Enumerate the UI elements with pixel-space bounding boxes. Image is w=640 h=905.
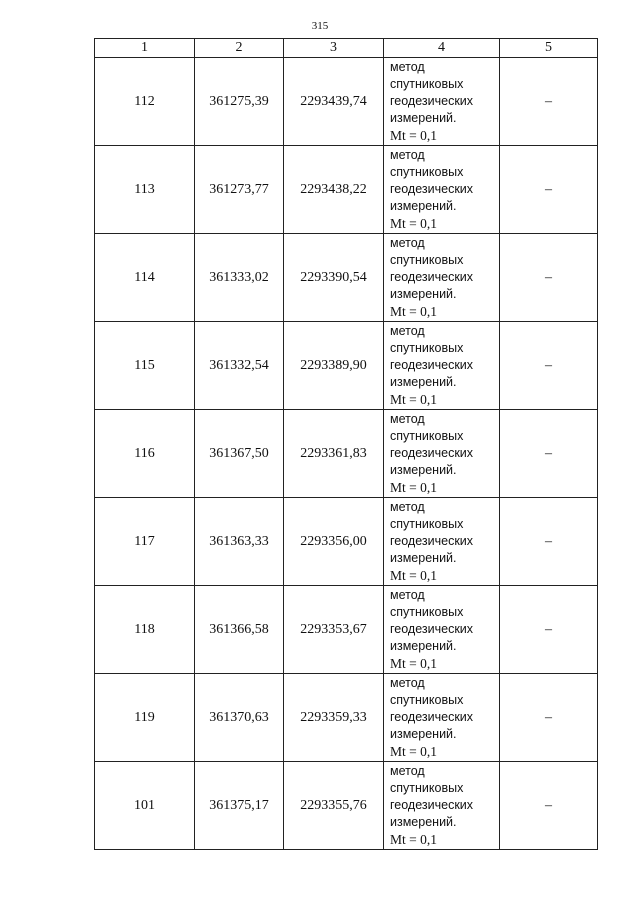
method-line: метод: [390, 60, 425, 74]
point-number: 101: [95, 762, 195, 850]
table-header-row: [95, 39, 598, 58]
method-line: измерений.: [390, 111, 457, 125]
method-line: спутниковых: [390, 517, 464, 531]
method-cell: [384, 410, 500, 498]
accuracy-value: Mt = 0,1: [390, 304, 437, 319]
note-cell: –: [500, 322, 598, 410]
accuracy-value: Mt = 0,1: [390, 568, 437, 583]
point-number: 116: [95, 410, 195, 498]
point-number: 119: [95, 674, 195, 762]
note-cell: –: [500, 586, 598, 674]
coordinate-x: 361273,77: [195, 146, 284, 234]
method-line: измерений.: [390, 551, 457, 565]
method-line: спутниковых: [390, 693, 464, 707]
method-line: метод: [390, 676, 425, 690]
accuracy-value: Mt = 0,1: [390, 480, 437, 495]
method-line: геодезических: [390, 622, 474, 636]
point-number: 117: [95, 498, 195, 586]
method-line: метод: [390, 236, 425, 250]
method-cell: [384, 674, 500, 762]
coordinate-y: 2293439,74: [284, 58, 384, 146]
method-cell: [384, 762, 500, 850]
method-cell: [384, 586, 500, 674]
table-row: [95, 762, 598, 850]
method-cell: [384, 234, 500, 322]
table-row: [95, 498, 598, 586]
method-line: геодезических: [390, 358, 474, 372]
method-line: метод: [390, 148, 425, 162]
method-line: измерений.: [390, 463, 457, 477]
table-row: [95, 322, 598, 410]
table-row: [95, 146, 598, 234]
method-line: измерений.: [390, 199, 457, 213]
coordinate-y: 2293361,83: [284, 410, 384, 498]
table-row: [95, 410, 598, 498]
page-number: 315: [311, 20, 329, 32]
point-number: 115: [95, 322, 195, 410]
coordinate-x: 361332,54: [195, 322, 284, 410]
note-cell: –: [500, 498, 598, 586]
coordinate-y: 2293390,54: [284, 234, 384, 322]
method-cell: [384, 146, 500, 234]
method-line: измерений.: [390, 727, 457, 741]
point-number: 114: [95, 234, 195, 322]
note-cell: –: [500, 146, 598, 234]
method-line: измерений.: [390, 287, 457, 301]
method-line: метод: [390, 324, 425, 338]
method-line: спутниковых: [390, 77, 464, 91]
note-cell: –: [500, 674, 598, 762]
column-header-1: 1: [95, 39, 195, 58]
table-row: [95, 586, 598, 674]
method-line: спутниковых: [390, 605, 464, 619]
accuracy-value: Mt = 0,1: [390, 832, 437, 847]
method-line: метод: [390, 500, 425, 514]
coordinate-x: 361370,63: [195, 674, 284, 762]
method-line: спутниковых: [390, 165, 464, 179]
method-line: геодезических: [390, 446, 474, 460]
method-line: измерений.: [390, 815, 457, 829]
coordinate-y: 2293355,76: [284, 762, 384, 850]
coordinate-y: 2293359,33: [284, 674, 384, 762]
table-row: [95, 234, 598, 322]
coordinates-table: [94, 38, 598, 850]
note-cell: –: [500, 58, 598, 146]
column-header-4: 4: [384, 39, 500, 58]
table-row: [95, 58, 598, 146]
method-line: метод: [390, 588, 425, 602]
method-line: измерений.: [390, 375, 457, 389]
method-cell: [384, 322, 500, 410]
method-line: метод: [390, 764, 425, 778]
method-cell: [384, 498, 500, 586]
column-header-5: 5: [500, 39, 598, 58]
coordinate-y: 2293356,00: [284, 498, 384, 586]
method-line: спутниковых: [390, 429, 464, 443]
coordinate-x: 361363,33: [195, 498, 284, 586]
method-line: геодезических: [390, 798, 474, 812]
point-number: 112: [95, 58, 195, 146]
coordinate-x: 361275,39: [195, 58, 284, 146]
point-number: 118: [95, 586, 195, 674]
coordinate-x: 361367,50: [195, 410, 284, 498]
method-line: спутниковых: [390, 341, 464, 355]
method-line: геодезических: [390, 534, 474, 548]
method-line: спутниковых: [390, 781, 464, 795]
accuracy-value: Mt = 0,1: [390, 656, 437, 671]
coordinate-x: 361366,58: [195, 586, 284, 674]
coordinate-y: 2293389,90: [284, 322, 384, 410]
coordinate-x: 361333,02: [195, 234, 284, 322]
note-cell: –: [500, 234, 598, 322]
method-line: спутниковых: [390, 253, 464, 267]
coordinate-y: 2293438,22: [284, 146, 384, 234]
method-cell: [384, 58, 500, 146]
column-header-2: 2: [195, 39, 284, 58]
coordinate-x: 361375,17: [195, 762, 284, 850]
note-cell: –: [500, 410, 598, 498]
method-line: измерений.: [390, 639, 457, 653]
method-line: геодезических: [390, 710, 474, 724]
method-line: геодезических: [390, 182, 474, 196]
accuracy-value: Mt = 0,1: [390, 392, 437, 407]
point-number: 113: [95, 146, 195, 234]
accuracy-value: Mt = 0,1: [390, 216, 437, 231]
accuracy-value: Mt = 0,1: [390, 128, 437, 143]
note-cell: –: [500, 762, 598, 850]
method-line: метод: [390, 412, 425, 426]
method-line: геодезических: [390, 94, 474, 108]
coordinate-y: 2293353,67: [284, 586, 384, 674]
method-line: геодезических: [390, 270, 474, 284]
table-row: [95, 674, 598, 762]
accuracy-value: Mt = 0,1: [390, 744, 437, 759]
column-header-3: 3: [284, 39, 384, 58]
